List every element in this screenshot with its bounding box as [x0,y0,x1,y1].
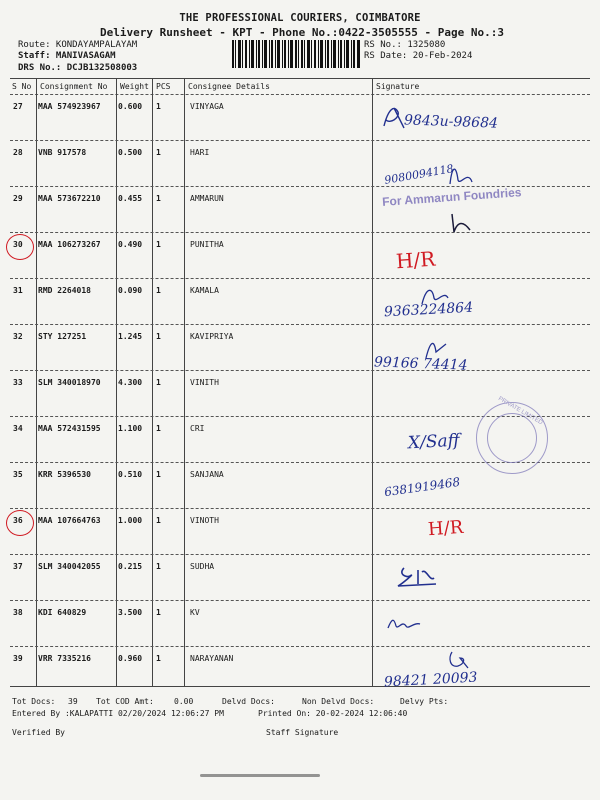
row-weight: 0.090 [118,286,143,295]
row-sno: 30 [13,240,23,249]
row-consignment: STY 127251 [38,332,87,341]
tot-docs-value: 39 [68,697,78,706]
row-sno: 39 [13,654,23,663]
row-pcs: 1 [156,654,161,663]
row-sno: 35 [13,470,23,479]
signature-scribble [444,648,472,672]
table-row [0,332,600,378]
table-row [0,516,600,562]
row-consignment: VRR 7335216 [38,654,91,663]
verified-by-label: Verified By [12,728,65,737]
row-pcs: 1 [156,102,161,111]
row-pcs: 1 [156,240,161,249]
row-weight: 0.490 [118,240,143,249]
row-consignment: SLM 340042055 [38,562,101,571]
row-pcs: 1 [156,332,161,341]
drs-number: DRS No.: DCJB132508003 [18,63,138,73]
row-pcs: 1 [156,516,161,525]
row-weight: 1.000 [118,516,143,525]
row-consignment: RMD 2264018 [38,286,91,295]
row-divider [10,278,590,279]
row-consignment: VNB 917578 [38,148,87,157]
col-header-consignee: Consignee Details [188,82,270,91]
row-consignment: MAA 106273267 [38,240,101,249]
row-divider [10,554,590,555]
handwritten-hr-30: H/R [395,246,437,274]
row-pcs: 1 [156,286,161,295]
printed-on: Printed On: 20-02-2024 12:06:40 [258,709,408,718]
row-pcs: 1 [156,194,161,203]
col-header-weight: Weight [120,82,149,91]
row-sno: 34 [13,424,23,433]
row-consignee: VINYAGA [190,102,224,111]
table-row [0,562,600,608]
row-consignee: KAMALA [190,286,219,295]
table-row [0,608,600,654]
handwritten-phone-32: 99166 74414 [373,354,468,374]
row-pcs: 1 [156,562,161,571]
handwritten-hr-36: H/R [427,516,465,541]
table-row [0,102,600,148]
company-stamp: For Ammarun Foundries [381,185,522,209]
row-divider [10,600,590,601]
table-row [0,286,600,332]
row-weight: 0.455 [118,194,143,203]
row-divider [10,646,590,647]
row-consignment: SLM 340018970 [38,378,101,387]
row-consignment: MAA 572431595 [38,424,101,433]
handwritten-phone-27: 9843u-98684 [403,112,499,132]
row-sno: 28 [13,148,23,157]
handwritten-phone-28: 9080094118 [383,162,455,187]
signature-scribble [446,160,476,190]
entered-by: Entered By :KALAPATTI 02/20/2024 12:06:27 PM [12,709,224,718]
row-sno: 33 [13,378,23,387]
header-bottom-rule [10,94,590,95]
seal-text: PRIVATE LIMITED [497,396,544,427]
row-consignee: SUDHA [190,562,215,571]
row-weight: 0.215 [118,562,143,571]
row-divider [10,232,590,233]
row-sno: 38 [13,608,23,617]
row-sno: 27 [13,102,23,111]
row-weight: 0.500 [118,148,143,157]
red-circle-mark [6,510,34,536]
row-weight: 0.510 [118,470,143,479]
row-weight: 0.960 [118,654,143,663]
row-consignment: KDI 640829 [38,608,87,617]
row-consignee: HARI [190,148,210,157]
route-label: Route: KONDAYAMPALAYAM [18,40,138,50]
row-weight: 1.245 [118,332,143,341]
row-consignee: PUNITHA [190,240,224,249]
row-consignment: KRR 5396530 [38,470,91,479]
row-consignment: MAA 107664763 [38,516,101,525]
row-sno: 37 [13,562,23,571]
row-consignee: AMMARUN [190,194,224,203]
col-header-consignment: Consignment No [40,82,108,91]
barcode [232,40,360,68]
table-row [0,194,600,240]
row-consignee: KAVIPRIYA [190,332,234,341]
row-pcs: 1 [156,470,161,479]
row-pcs: 1 [156,424,161,433]
row-consignee: NARAYANAN [190,654,234,663]
signature-scribble [396,562,440,592]
row-sno: 36 [13,516,23,525]
rs-date: RS Date: 20-Feb-2024 [364,51,473,61]
row-pcs: 1 [156,148,161,157]
row-consignment: MAA 574923967 [38,102,101,111]
table-row [0,240,600,286]
row-weight: 1.100 [118,424,143,433]
row-consignment: MAA 573672210 [38,194,101,203]
company-title: THE PROFESSIONAL COURIERS, COIMBATORE [179,12,421,24]
row-consignee: CRI [190,424,205,433]
row-pcs: 1 [156,608,161,617]
staff-signature-label: Staff Signature [266,728,339,737]
row-pcs: 1 [156,378,161,387]
handwritten-phone-35: 6381919468 [383,474,461,500]
row-sno: 29 [13,194,23,203]
staff-label: Staff: MANIVASAGAM [18,51,116,61]
row-divider [10,370,590,371]
col-header-sno: S No [12,82,32,91]
delvy-pts-label: Delvy Pts: [400,697,449,706]
tot-cod-label: Tot COD Amt: [96,697,154,706]
red-circle-mark [6,234,34,260]
ink-smudge [200,774,320,777]
delvd-docs-label: Delvd Docs: [222,697,275,706]
handwritten-phone-31: 9363224864 [383,299,474,321]
row-weight: 0.600 [118,102,143,111]
company-seal [476,396,548,474]
row-divider [10,324,590,325]
row-sno: 31 [13,286,23,295]
row-consignee: VINOTH [190,516,219,525]
row-weight: 4.300 [118,378,143,387]
signature-scribble [446,210,476,236]
row-consignee: KV [190,608,200,617]
col-header-signature: Signature [376,82,420,91]
row-divider [10,508,590,509]
row-divider [10,140,590,141]
table-row [0,654,600,700]
handwritten-phone-39: 98421 20093 [383,669,478,691]
non-delvd-docs-label: Non Delvd Docs: [302,697,375,706]
table-bottom-rule [10,686,590,687]
runsheet-subtitle: Delivery Runsheet - KPT - Phone No.:0422-3505555 - Page No.:3 [100,26,504,39]
row-weight: 3.500 [118,608,143,617]
rs-number: RS No.: 1325080 [364,40,446,50]
col-header-pcs: PCS [156,82,171,91]
row-sno: 32 [13,332,23,341]
row-consignee: VINITH [190,378,219,387]
table-top-rule [10,78,590,79]
row-consignee: SANJANA [190,470,224,479]
tot-docs-label: Tot Docs: [12,697,56,706]
signature-scribble [384,612,424,634]
tot-cod-value: 0.00 [174,697,194,706]
handwritten-signature-34: X/Saff [407,430,461,454]
table-row [0,470,600,516]
